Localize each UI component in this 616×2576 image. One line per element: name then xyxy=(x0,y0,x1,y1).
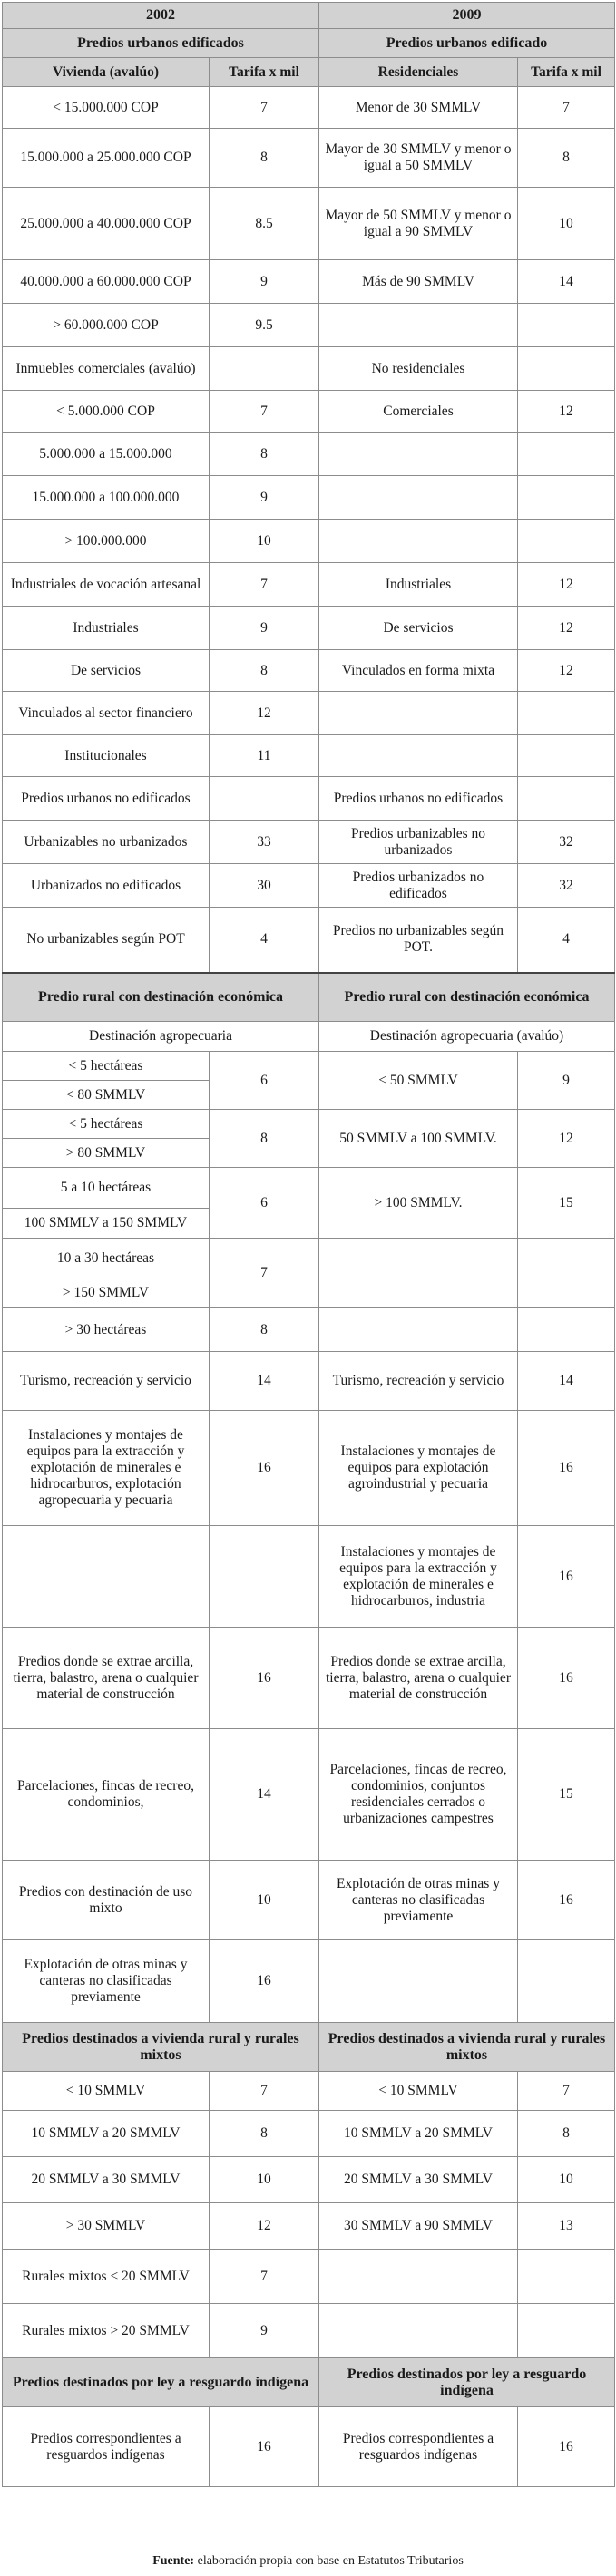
table-cell xyxy=(518,1940,615,2023)
table-cell: Industriales de vocación artesanal xyxy=(3,563,210,607)
table-cell xyxy=(319,2304,518,2358)
table-cell xyxy=(518,692,615,735)
table-cell: 10 xyxy=(210,1861,319,1940)
table-cell: Explotación de otras minas y canteras no clasificadas previamente xyxy=(319,1861,518,1940)
table-cell: 12 xyxy=(518,1110,615,1168)
table-row xyxy=(3,1526,615,1628)
column-header-row xyxy=(3,58,615,87)
section-header-row xyxy=(3,2023,615,2072)
year-header-row xyxy=(3,3,615,29)
table-cell: 16 xyxy=(210,2407,319,2487)
table-cell: 9 xyxy=(210,607,319,650)
table-cell: 14 xyxy=(210,1729,319,1861)
table-cell: 6 xyxy=(210,1052,319,1110)
table-row xyxy=(3,2203,615,2250)
table-row xyxy=(3,87,615,129)
table-cell xyxy=(518,777,615,821)
table-cell: 33 xyxy=(210,821,319,864)
table-cell: < 50 SMMLV xyxy=(319,1052,518,1110)
table-cell: 10 SMMLV a 20 SMMLV xyxy=(3,2111,210,2157)
table-cell: Predios no urbanizables según POT. xyxy=(319,908,518,973)
source-text: elaboración propia con base en Estatutos Tributarios xyxy=(197,2554,464,2568)
table-cell: Predios destinados por ley a resguardo indígena xyxy=(319,2358,615,2407)
table-cell: 9 xyxy=(518,1052,615,1110)
table-cell: 16 xyxy=(210,1628,319,1729)
table-cell: 8 xyxy=(210,1110,319,1168)
table-cell: Vinculados al sector financiero xyxy=(3,692,210,735)
tax-rate-comparison-table xyxy=(2,2,615,2487)
table-row xyxy=(3,2407,615,2487)
table-cell xyxy=(518,433,615,476)
table-row xyxy=(3,2157,615,2203)
table-cell: Predios destinados a vivienda rural y rurales mixtos xyxy=(319,2023,615,2072)
table-row xyxy=(3,260,615,304)
table-row xyxy=(3,1022,615,1052)
table-cell: 14 xyxy=(518,260,615,304)
table-cell: Predios urbanos edificados xyxy=(3,29,319,58)
table-cell: 32 xyxy=(518,821,615,864)
table-cell: Residenciales xyxy=(319,58,518,87)
table-cell: 50 SMMLV a 100 SMMLV. xyxy=(319,1110,518,1168)
table-cell: 16 xyxy=(518,2407,615,2487)
table-cell: 11 xyxy=(210,735,319,777)
table-cell: 8 xyxy=(518,129,615,188)
table-cell: 16 xyxy=(518,1861,615,1940)
table-row xyxy=(3,129,615,188)
table-cell: 7 xyxy=(518,87,615,129)
table-cell: 12 xyxy=(518,650,615,692)
table-row xyxy=(3,735,615,777)
table-cell: 8 xyxy=(210,433,319,476)
table-cell: 10 a 30 hectáreas xyxy=(3,1239,210,1278)
table-row xyxy=(3,520,615,563)
table-cell: 30 SMMLV a 90 SMMLV xyxy=(319,2203,518,2250)
table-cell: 16 xyxy=(518,1526,615,1628)
table-cell: 10 SMMLV a 20 SMMLV xyxy=(319,2111,518,2157)
table-cell: Mayor de 30 SMMLV y menor o igual a 50 SMMLV xyxy=(319,129,518,188)
table-cell: 12 xyxy=(518,563,615,607)
table-cell xyxy=(518,347,615,391)
table-cell xyxy=(518,1308,615,1352)
table-cell: Urbanizados no edificados xyxy=(3,864,210,908)
table-cell xyxy=(210,347,319,391)
table-cell: 15.000.000 a 100.000.000 xyxy=(3,476,210,520)
table-row xyxy=(3,908,615,973)
table-row xyxy=(3,347,615,391)
table-cell: 14 xyxy=(518,1352,615,1411)
table-cell: Comerciales xyxy=(319,391,518,433)
table-cell: > 150 SMMLV xyxy=(3,1278,210,1308)
table-cell xyxy=(319,735,518,777)
table-cell: Industriales xyxy=(3,607,210,650)
table-row xyxy=(3,2111,615,2157)
table-cell: 16 xyxy=(518,1628,615,1729)
table-cell xyxy=(210,777,319,821)
table-cell xyxy=(210,1526,319,1628)
table-cell: < 5 hectáreas xyxy=(3,1052,210,1081)
table-row xyxy=(3,476,615,520)
table-cell: Vivienda (avalúo) xyxy=(3,58,210,87)
table-cell: 12 xyxy=(518,607,615,650)
table-cell: 32 xyxy=(518,864,615,908)
table-cell: 16 xyxy=(210,1940,319,2023)
table-cell xyxy=(319,520,518,563)
table-cell: 16 xyxy=(518,1411,615,1526)
table-cell: Predios donde se extrae arcilla, tierra, balastro, arena o cualquier material de construcción xyxy=(319,1628,518,1729)
table-cell xyxy=(319,2250,518,2304)
table-cell: Rurales mixtos < 20 SMMLV xyxy=(3,2250,210,2304)
table-cell: 9 xyxy=(210,260,319,304)
table-cell: 20 SMMLV a 30 SMMLV xyxy=(319,2157,518,2203)
table-cell: < 5 hectáreas xyxy=(3,1110,210,1139)
table-cell: Industriales xyxy=(319,563,518,607)
table-body xyxy=(3,3,615,2487)
table-cell: 7 xyxy=(210,391,319,433)
table-cell: Predios destinados a vivienda rural y rurales mixtos xyxy=(3,2023,319,2072)
source-note xyxy=(0,2554,616,2569)
table-cell: Predios destinados por ley a resguardo indígena xyxy=(3,2358,319,2407)
table-cell: 10 xyxy=(518,188,615,260)
table-cell: > 30 hectáreas xyxy=(3,1308,210,1352)
table-cell: Destinación agropecuaria (avalúo) xyxy=(319,1022,615,1052)
table-cell: Predios correspondientes a resguardos indígenas xyxy=(319,2407,518,2487)
table-cell: Menor de 30 SMMLV xyxy=(319,87,518,129)
table-cell: Predios con destinación de uso mixto xyxy=(3,1861,210,1940)
table-cell: < 10 SMMLV xyxy=(319,2072,518,2111)
table-row xyxy=(3,650,615,692)
table-cell: < 80 SMMLV xyxy=(3,1081,210,1110)
table-cell xyxy=(518,2250,615,2304)
year-2009-header: 2009 xyxy=(319,3,615,29)
table-cell: Institucionales xyxy=(3,735,210,777)
table-cell: 12 xyxy=(210,2203,319,2250)
table-cell: 4 xyxy=(518,908,615,973)
table-row xyxy=(3,1411,615,1526)
table-cell: Predios urbanizables no urbanizados xyxy=(319,821,518,864)
table-cell: Turismo, recreación y servicio xyxy=(3,1352,210,1411)
table-cell: 4 xyxy=(210,908,319,973)
table-row xyxy=(3,1308,615,1352)
table-row xyxy=(3,2250,615,2304)
table-cell: Predios urbanos edificado xyxy=(319,29,615,58)
section-header-row xyxy=(3,2358,615,2407)
table-row xyxy=(3,304,615,347)
table-cell: Predios urbanizados no edificados xyxy=(319,864,518,908)
table-cell: Predios donde se extrae arcilla, tierra, balastro, arena o cualquier material de construcción xyxy=(3,1628,210,1729)
table-row xyxy=(3,2304,615,2358)
table-cell: Tarifa x mil xyxy=(518,58,615,87)
table-cell: < 5.000.000 COP xyxy=(3,391,210,433)
table-cell: 9 xyxy=(210,476,319,520)
table-cell xyxy=(319,476,518,520)
table-row xyxy=(3,1239,615,1278)
table-cell xyxy=(518,476,615,520)
year-2002-header: 2002 xyxy=(3,3,319,29)
table-cell: 30 xyxy=(210,864,319,908)
table-row xyxy=(3,1052,615,1081)
table-cell: De servicios xyxy=(319,607,518,650)
source-label: Fuente: xyxy=(152,2554,195,2568)
table-row xyxy=(3,391,615,433)
table-cell: Predios correspondientes a resguardos indígenas xyxy=(3,2407,210,2487)
table-cell: 8 xyxy=(210,129,319,188)
table-cell: Predio rural con destinación económica xyxy=(319,973,615,1022)
table-row xyxy=(3,188,615,260)
table-cell: 16 xyxy=(210,1411,319,1526)
table-cell: > 30 SMMLV xyxy=(3,2203,210,2250)
table-cell: 7 xyxy=(210,563,319,607)
table-cell: 8 xyxy=(518,2111,615,2157)
table-cell: 12 xyxy=(518,391,615,433)
table-cell: > 100 SMMLV. xyxy=(319,1168,518,1239)
table-cell: Más de 90 SMMLV xyxy=(319,260,518,304)
table-cell: 6 xyxy=(210,1168,319,1239)
table-cell xyxy=(319,692,518,735)
table-cell: 9.5 xyxy=(210,304,319,347)
table-cell: 7 xyxy=(210,1239,319,1308)
table-cell: De servicios xyxy=(3,650,210,692)
table-cell: > 100.000.000 xyxy=(3,520,210,563)
table-cell xyxy=(518,1239,615,1308)
table-cell xyxy=(319,1940,518,2023)
table-cell: 9 xyxy=(210,2304,319,2358)
table-cell: Destinación agropecuaria xyxy=(3,1022,319,1052)
table-cell: Instalaciones y montajes de equipos para explotación agroindustrial y pecuaria xyxy=(319,1411,518,1526)
table-row xyxy=(3,1110,615,1139)
table-cell: Turismo, recreación y servicio xyxy=(319,1352,518,1411)
table-cell: No residenciales xyxy=(319,347,518,391)
table-cell: 15.000.000 a 25.000.000 COP xyxy=(3,129,210,188)
table-row xyxy=(3,821,615,864)
table-cell: Urbanizables no urbanizados xyxy=(3,821,210,864)
table-cell: Instalaciones y montajes de equipos para la extracción y explotación de minerales e hidrocarburos, industria xyxy=(319,1526,518,1628)
table-cell: 7 xyxy=(210,2250,319,2304)
table-cell xyxy=(518,2304,615,2358)
table-row xyxy=(3,1729,615,1861)
section-header-row xyxy=(3,973,615,1022)
table-row xyxy=(3,1861,615,1940)
table-cell xyxy=(518,520,615,563)
table-cell: 8.5 xyxy=(210,188,319,260)
table-row xyxy=(3,2072,615,2111)
table-cell: Explotación de otras minas y canteras no clasificadas previamente xyxy=(3,1940,210,2023)
table-row xyxy=(3,864,615,908)
table-cell: > 80 SMMLV xyxy=(3,1139,210,1168)
table-cell: 15 xyxy=(518,1729,615,1861)
table-cell: < 15.000.000 COP xyxy=(3,87,210,129)
table-cell: < 10 SMMLV xyxy=(3,2072,210,2111)
table-cell: 20 SMMLV a 30 SMMLV xyxy=(3,2157,210,2203)
table-cell: 14 xyxy=(210,1352,319,1411)
table-cell: > 60.000.000 COP xyxy=(3,304,210,347)
table-row xyxy=(3,1940,615,2023)
table-cell: Rurales mixtos > 20 SMMLV xyxy=(3,2304,210,2358)
table-row xyxy=(3,1168,615,1209)
table-cell xyxy=(319,433,518,476)
table-cell xyxy=(319,304,518,347)
table-row xyxy=(3,777,615,821)
table-cell: Parcelaciones, fincas de recreo, condominios, xyxy=(3,1729,210,1861)
table-cell: Parcelaciones, fincas de recreo, condominios, conjuntos residenciales cerrados o urbanizaciones campestres xyxy=(319,1729,518,1861)
table-cell xyxy=(319,1239,518,1308)
table-cell: 5.000.000 a 15.000.000 xyxy=(3,433,210,476)
table-cell: Predios urbanos no edificados xyxy=(319,777,518,821)
table-row xyxy=(3,607,615,650)
table-row xyxy=(3,692,615,735)
table-cell: Predios urbanos no edificados xyxy=(3,777,210,821)
table-cell: 100 SMMLV a 150 SMMLV xyxy=(3,1209,210,1239)
table-cell: Vinculados en forma mixta xyxy=(319,650,518,692)
table-cell: 15 xyxy=(518,1168,615,1239)
table-cell xyxy=(3,1526,210,1628)
table-cell xyxy=(319,1308,518,1352)
table-cell: Predio rural con destinación económica xyxy=(3,973,319,1022)
table-cell: Inmuebles comerciales (avalúo) xyxy=(3,347,210,391)
table-cell: Tarifa x mil xyxy=(210,58,319,87)
table-cell: 8 xyxy=(210,1308,319,1352)
table-cell: 8 xyxy=(210,2111,319,2157)
table-cell: Instalaciones y montajes de equipos para la extracción y explotación de minerales e hidrocarburos, explotación agropecuaria y pecuaria xyxy=(3,1411,210,1526)
table-row xyxy=(3,1628,615,1729)
table-cell: 13 xyxy=(518,2203,615,2250)
table-row xyxy=(3,433,615,476)
table-cell: 5 a 10 hectáreas xyxy=(3,1168,210,1209)
table-cell: 10 xyxy=(210,2157,319,2203)
table-cell: 10 xyxy=(518,2157,615,2203)
table-cell: 10 xyxy=(210,520,319,563)
table-cell: 40.000.000 a 60.000.000 COP xyxy=(3,260,210,304)
table-cell xyxy=(518,735,615,777)
table-cell: Mayor de 50 SMMLV y menor o igual a 90 SMMLV xyxy=(319,188,518,260)
table-cell: 7 xyxy=(210,2072,319,2111)
table-cell xyxy=(518,304,615,347)
table-cell: 7 xyxy=(518,2072,615,2111)
table-cell: 25.000.000 a 40.000.000 COP xyxy=(3,188,210,260)
table-cell: 12 xyxy=(210,692,319,735)
table-cell: No urbanizables según POT xyxy=(3,908,210,973)
section-header-row xyxy=(3,29,615,58)
table-cell: 7 xyxy=(210,87,319,129)
table-row xyxy=(3,1352,615,1411)
table-row xyxy=(3,563,615,607)
table-cell: 8 xyxy=(210,650,319,692)
